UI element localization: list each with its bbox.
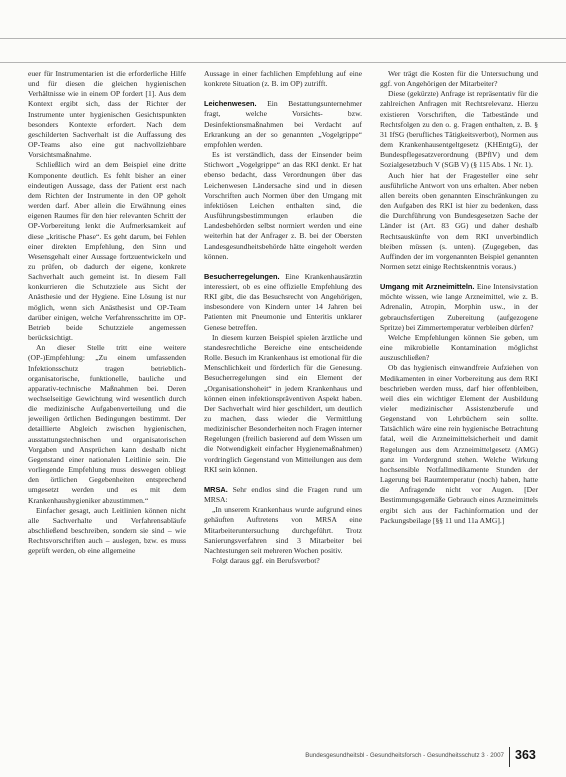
text-column-right	[380, 69, 538, 736]
section-heading: MRSA.	[204, 484, 228, 494]
section-heading: Umgang mit Arzneimitteln.	[380, 282, 475, 292]
page-footer	[0, 743, 566, 773]
text-column-middle	[204, 69, 362, 736]
paragraph: Es ist verständlich, dass der Einsender beim Stichwort „Vogelgrippe“ an das RKI denkt. Er hat ebenso bedacht, dass Verordnungen über das Leichenwesen Ländersache sind und in diesen Vorschriften auch Normen über den Umgang mit infektiösen Leichen enthalten sind, die Ausführungsbestimmungen erlauben die Landesbehörden selbst normiert werden und eine weiterhin hat der Anfrager z. B. bei der Obersten Landesgesundheitsbehörde hätte eingeholt werden können.	[204, 150, 362, 261]
paragraph: Aussage in einer fachlichen Empfehlung auf eine konkrete Situation (z. B. im OP) zutrifft.	[204, 69, 362, 89]
header-rule-bottom	[0, 62, 566, 63]
section-heading: Leichenwesen.	[204, 99, 257, 109]
paragraph: Eine Intensivstation möchte wissen, wie lange Arzneimittel, wie z. B. Adrenalin, Atropin, Morphin usw., in der gebrauchsfertigen Zubereitung (aufgezogene Spritze) bei Zimmertemperatur verbleiben dürfen?	[380, 282, 538, 332]
paragraph: In diesem kurzen Beispiel spielen ärztliche und standesrechtliche Bereiche eine entscheidende Rolle. Besuch im Krankenhaus ist emotional für die Menschlichkeit und förderlich für die Genesung. Besucherregelungen sind ein Element der „Organisationshoheit“ in jedem Krankenhaus und können einen infektionspräventiven Aspekt haben. Der Sachverhalt wird hier geschildert, um deutlich zu machen, dass wieder die Vermittlung medizinischer Besonderheiten noch Fragen interner Regelungen (freilich basierend auf dem Wissen um die Notwendigkeit einfacher Hygienemaßnahmen) vordringlich Gegenstand von Mitteilungen aus dem RKI sein können.	[204, 332, 362, 474]
paragraph: Wer trägt die Kosten für die Untersuchung und ggf. von Angehörigen der Mitarbeiter?	[380, 69, 538, 89]
paragraph: Auch hier hat der Fragesteller eine sehr ausführliche Antwort von uns erhalten. Aber neben allen bereits oben genannten Einschränkungen zu den Aufgaben des RKI ist hier zu bedenken, dass die Durchführung von Bundesgesetzen Sache der Länder ist (Art. 83 GG) und daher deshalb Rechtsauskünfte von dem RKI unverbindlich bleiben müssen (s. unten). (Zugegeben, das Auffinden der im vorgenannten Beispiel genannten Normen setzt einige Rechtskenntnis voraus.)	[380, 170, 538, 271]
text-column-left	[28, 69, 186, 736]
paragraph: Eine Krankenhausärztin interessiert, ob es eine offizielle Empfehlung des RKI gibt, die das Besuchsrecht von Angehörigen, insbesondere von Kindern unter 14 Jahren bei Patienten mit Pneumonie und Enteritis unklarer Genese betreffen.	[204, 271, 362, 332]
paragraph: Ein Bestattungsunternehmer fragt, welche Vorsichts- bzw. Desinfektionsmaßnahmen bei Verdacht auf Erkrankung an der so genannten „Vogelgrippe“ empfohlen werden.	[204, 99, 362, 149]
footer-divider	[509, 747, 510, 767]
section-heading: Besucherregelungen.	[204, 271, 280, 281]
section-leichenwesen	[204, 99, 362, 150]
paragraph: Diese (gekürzte) Anfrage ist repräsentativ für die zahlreichen Anfragen mit Rechtsrelevanz. Hierzu existieren Vorschriften, die Tatbestände und Rechtsfolgen zu den o. g. Fragen enthalten, z. B. § 31 IfSG (berufliches Tätigkeitsverbot), Normen aus dem Krankenhausentgeltgesetz (KHEntgG), der Bundespflegesatzverordnung (BPflV) und dem Sozialgesetzbuch V (SGB V) (§ 115 Abs. 1 Nr. 1).	[380, 89, 538, 170]
paragraph: Einfacher gesagt, auch Leitlinien können nicht alle Sachverhalte und Verfahrensabläufe abschließend beschreiben, sondern sie sind – wie Rechtsvorschriften auch – auslegen, bzw. es muss geprüft werden, ob eine allgemeine	[28, 505, 186, 556]
journal-citation: Bundesgesundheitsbl - Gesundheitsforsch - Gesundheitsschutz 3 · 2007	[305, 752, 504, 759]
paragraph: Ob das hygienisch einwandfreie Aufziehen von Medikamenten in einer Vorbereitung aus dem RKI beschrieben werden muss, darf hier offenbleiben, weil dies ein wichtiger Element der Ausbildung vieler medizinischer Assistenzberufe und Gegenstand von Lehrbüchern sein sollte. Tatsächlich wäre eine rein hygienische Betrachtung fatal, weil die Arzneimittelsicherheit und damit Regelungen aus dem Arzneimittelgesetz (AMG) ganz im Vordergrund stehen. Welche Wirkung hochsensible Notfallmedikamente Stunden der Lagerung bei Raumtemperatur (noch) haben, hatte die Anfragende nicht vor Augen. [Der Bestimmungsgemäße Gebrauch eines Arzneimittels ergibt sich aus der Fachinformation und der Packungsbeilage [§§ 11 und 11a AMG].]	[380, 363, 538, 525]
paragraph: euer für Instrumentarien ist die erforderliche Hilfe und für diesen die gleichen hygienischen Verhältnisse wie in einem OP fordert [1]. Aus dem Kontext ergibt sich, dass der Richter der Instrumente unter hygienischen Gesichtspunkten besonders Kontexte erfordert. Nach dem geschilderten Sachverhalt ist die Auffassung des OP-Teams also eine gut nachvollziehbare Vorsichtsmaßnahme.	[28, 69, 186, 160]
section-arzneimittel	[380, 282, 538, 333]
paragraph: „In unserem Krankenhaus wurde aufgrund eines gehäuften Auftretens von MRSA eine Mitarbeiteruntersuchung durchgeführt. Trotz Sanierungsverfahren sind 3 Mitarbeiter bei Nachtestungen seit mehreren Wochen positiv.	[204, 505, 362, 555]
paragraph: Schließlich wird an dem Beispiel eine dritte Komponente deutlich. Es fehlt bisher an einer eindeutigen Aussage, dass der Patient erst nach dem Richten der Instrumente in den OP geholt werden darf. Aber allein die Erwähnung eines eigenen Raumes für den hier relevanten Schritt der OP-Vorbereitung lenkt die Aufmerksamkeit auf diese „kritische Phase“. Es geht darum, bei Fehlen einer direkten Empfehlung, den Sinn und Wesensgehalt einer Aussage fortzuentwickeln und zu prüfen, ob dadurch der eigene, konkrete Sachverhalt auch gemeint ist. In diesem Fall konkurrieren die Schutzziele aus Sicht der Anästhesie und der Hygiene. Eine Lösung ist nur möglich, wenn sich Anästhesist und OP-Team darüber einigen, welche Verfahrensschritte im OP-Betrieb beide Schutzziele angemessen berücksichtigt.	[28, 160, 186, 343]
paragraph: Folgt daraus ggf. ein Berufsverbot?	[212, 556, 320, 566]
header-rule-top	[0, 38, 566, 39]
page-number: 363	[515, 748, 536, 762]
paragraph: An dieser Stelle tritt eine weitere (OP-)Empfehlung: „Zu einem umfassenden Infektionsschutz tragen betrieblich-organisatorische, funktionelle, bauliche und apparativ-technische Maßnahmen bei. Deren wechselseitige Gewichtung wird wesentlich durch die medizinische Aufgabenverteilung und die jeweiligen örtlichen Bedingungen bestimmt. Der detaillierte Abgleich zwischen hygienischen, ausstattungstechnischen und organisatorischen Vorgaben und Ansprüchen kann deshalb nicht Gegenstand einer nationalen Leitlinie sein. Die vorliegende Empfehlung muss deswegen obliegt den örtlichen Gegebenheiten entsprechend umgesetzt werden und es mit dem Krankenhaushygieniker abzustimmen.“	[28, 343, 186, 505]
section-mrsa	[204, 485, 362, 505]
section-besucherregelungen	[204, 272, 362, 333]
paragraph: Welche Empfehlungen können Sie geben, um eine mikrobielle Kontamination möglichst auszuschließen?	[380, 332, 538, 363]
paragraph: Sehr endlos sind die Fragen rund um MRSA:	[204, 484, 362, 505]
